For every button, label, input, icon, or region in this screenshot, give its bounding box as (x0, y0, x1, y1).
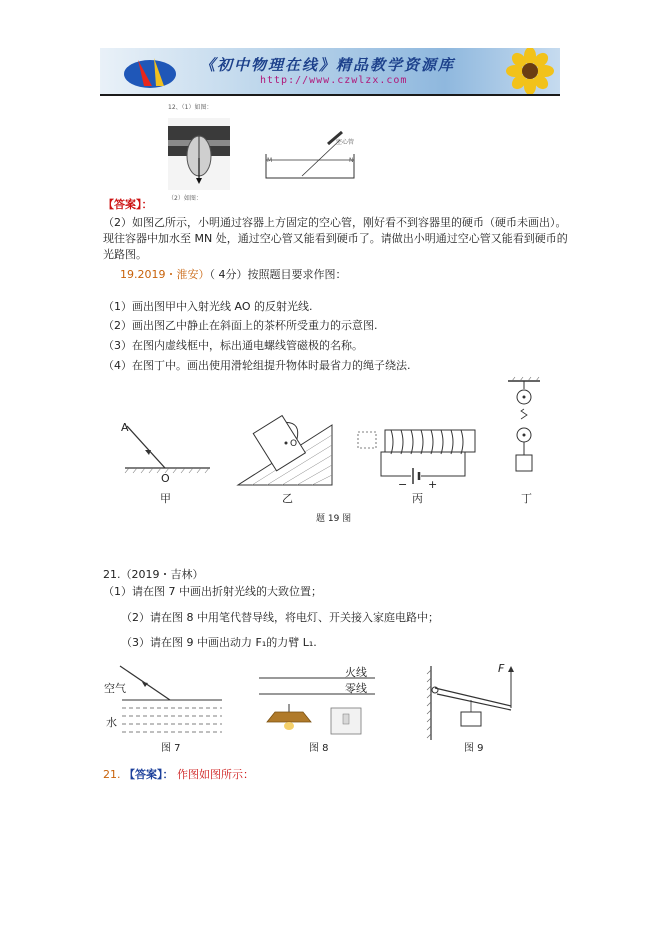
q21-fig-8 (255, 670, 390, 740)
q21-fig-9 (425, 664, 520, 742)
q21-caption-8: 图 8 (309, 743, 329, 754)
q19-caption-b: 乙 (282, 492, 293, 505)
q21-caption-7: 图 7 (161, 743, 181, 754)
q21-fig-7 (100, 662, 225, 742)
q19-fig-c (355, 420, 480, 495)
q21-caption-9: 图 9 (464, 743, 484, 754)
q19-points: （ 4分）按照题目要求作图： (209, 268, 347, 281)
q12-tube-label: 空心管 (336, 139, 355, 146)
header-title: 《初中物理在线》精品教学资源库 (200, 56, 456, 74)
answer2-number: 21. (103, 768, 121, 781)
answer-label: 【答案】： (103, 198, 153, 211)
q19-caption-d: 丁 (521, 492, 532, 505)
q19-item-2: （2）画出图乙中静止在斜面上的茶杯所受重力的示意图. (103, 319, 378, 332)
q19-figure-title: 题 19 图 (316, 514, 352, 524)
q19-item-1: （1）画出图甲中入射光线 AO 的反射光线. (103, 300, 313, 313)
q12-label: 12、（1）如图： (168, 104, 213, 111)
q12-label-2: （2）如图： (168, 195, 202, 202)
answer2-text: 作图如图所示： (177, 768, 254, 781)
site-logo-icon (120, 52, 180, 92)
header-url: http://www.czwlzx.com (260, 75, 408, 86)
q21-f-label: F (498, 662, 505, 675)
q19-minus: − (398, 478, 408, 491)
q21-item-2: （2）请在图 8 中用笔代替导线，将电灯、开关接入家庭电路中； (121, 611, 439, 624)
answer-text: （2）如图乙所示，小明通过容器上方固定的空心管，刚好看不到容器里的硬币（硬币未画出）。现往容器中加水至 MN 处，通过空心管又能看到硬币了。请做出小明通过空心管又能看到硬币的光路图。 (103, 216, 568, 261)
sunflower-icon (500, 48, 560, 94)
q21-water-label: 水 (106, 716, 117, 729)
q19-fig-a (115, 420, 215, 480)
q19-fig-d (500, 375, 560, 480)
q19-item-4: （4）在图丁中。画出使用滑轮组提升物体时最省力的绳子绕法. (103, 359, 411, 372)
q12-photo-figure (168, 118, 230, 190)
q19-label-o2: O (290, 439, 298, 449)
q19-label-a: A (121, 421, 129, 434)
q12-m-label: M (267, 157, 273, 164)
q19-fig-b (232, 405, 337, 490)
answer2-label: 【答案】： (124, 768, 174, 781)
q19-header: 19.2019・淮安） (120, 268, 210, 281)
q21-zero-wire-label: 零线 (345, 682, 367, 695)
q19-caption-c: 丙 (412, 492, 423, 505)
q21-header: 21.（2019・吉林） (103, 568, 204, 581)
q19-plus: + (428, 478, 438, 491)
q12-n-label: N (349, 157, 354, 164)
q21-air-label: 空气 (104, 682, 126, 695)
header-banner (100, 48, 560, 96)
q19-caption-a: 甲 (160, 492, 171, 505)
q21-item-1: （1）请在图 7 中画出折射光线的大致位置； (103, 585, 322, 598)
q21-fire-wire-label: 火线 (345, 666, 367, 679)
q19-item-3: （3）在图内虚线框中，标出通电螺线管磁极的名称。 (103, 339, 363, 352)
q19-label-o: O (161, 472, 170, 485)
q21-item-3: （3）请在图 9 中画出动力 F₁的力臂 L₁. (121, 636, 317, 649)
